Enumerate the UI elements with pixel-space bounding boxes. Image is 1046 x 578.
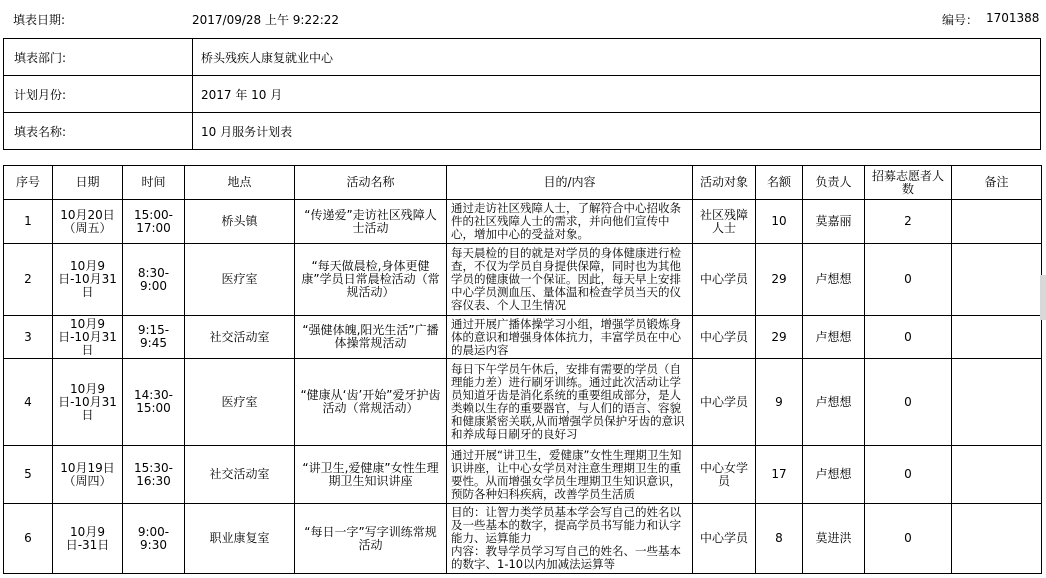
row-activity: “强健体魄,阳光生活”广播体操常规活动 — [295, 316, 447, 359]
row-note — [952, 200, 1042, 244]
department-value: 桥头残疾人康复就业中心 — [193, 39, 1041, 76]
serial-number-value: 1701388 — [986, 11, 1040, 25]
row-note — [952, 316, 1042, 359]
col-header-owner: 负责人 — [803, 166, 865, 200]
info-row — [4, 113, 1041, 150]
row-date: 10月9日-31日 — [53, 504, 123, 574]
row-date: 10月9日-10月31日 — [53, 359, 123, 446]
fill-date-value: 2017/09/28 上午 9:22:22 — [192, 13, 340, 27]
table-row — [4, 244, 1042, 316]
col-header-content: 目的/内容 — [447, 166, 693, 200]
row-quota: 10 — [756, 200, 803, 244]
row-volunteers: 0 — [865, 244, 952, 316]
row-target: 中心女学员 — [693, 446, 756, 504]
row-volunteers: 0 — [865, 504, 952, 574]
col-header-volunteers: 招募志愿者人数 — [865, 166, 952, 200]
row-no: 3 — [4, 316, 53, 359]
row-quota: 8 — [756, 504, 803, 574]
serial-number-label: 编号： — [942, 13, 979, 27]
scrollbar-edge[interactable] — [1040, 275, 1046, 320]
row-content: 通过走访社区残障人士，了解符合中心招收条件的社区残障人士的需求，并向他们宣传中心，增加中心的受益对象。 — [447, 200, 693, 244]
col-header-target: 活动对象 — [693, 166, 756, 200]
row-no: 1 — [4, 200, 53, 244]
table-row — [4, 316, 1042, 359]
row-time: 15:30-16:30 — [123, 446, 185, 504]
row-quota: 29 — [756, 244, 803, 316]
row-volunteers: 0 — [865, 359, 952, 446]
table-row — [4, 359, 1042, 446]
row-volunteers: 0 — [865, 446, 952, 504]
row-activity: “讲卫生,爱健康”女性生理期卫生知识讲座 — [295, 446, 447, 504]
row-target: 社区残障人士 — [693, 200, 756, 244]
row-target: 中心学员 — [693, 504, 756, 574]
row-place: 社交活动室 — [185, 316, 295, 359]
info-row — [4, 39, 1041, 76]
row-activity: “健康从‘齿’开始”爱牙护齿活动（常规活动） — [295, 359, 447, 446]
col-header-no: 序号 — [4, 166, 53, 200]
row-content: 目的：让智力类学员基本学会写自己的姓名以及一些基本的数字，提高学员书写能力和认字能力、运算能力 内容：教导学员学习写自己的姓名、一些基本的数字、1-10以内加减法运算等 — [447, 504, 693, 574]
row-date: 10月9日-10月31日 — [53, 316, 123, 359]
row-place: 职业康复室 — [185, 504, 295, 574]
row-no: 4 — [4, 359, 53, 446]
row-date: 10月9日-10月31日 — [53, 244, 123, 316]
row-date: 10月20日（周五） — [53, 200, 123, 244]
col-header-time: 时间 — [123, 166, 185, 200]
row-activity: “每日一字”写字训练常规活动 — [295, 504, 447, 574]
row-no: 6 — [4, 504, 53, 574]
row-content: 每日下午学员午休后，安排有需要的学员（自理能力差）进行刷牙训练。通过此次活动让学员知道牙齿是消化系统的重要组成部分，是人类赖以生存的重要器官，与人们的语言、容貌和健康紧密关联,从而增强学员保护牙齿的意识和养成每日刷牙的良好习 — [447, 359, 693, 446]
row-time: 9:00-9:30 — [123, 504, 185, 574]
col-header-note: 备注 — [952, 166, 1042, 200]
row-note — [952, 244, 1042, 316]
fill-date-label: 填表日期: — [13, 13, 66, 27]
row-volunteers: 2 — [865, 200, 952, 244]
col-header-activity: 活动名称 — [295, 166, 447, 200]
service-plan-table — [3, 165, 1042, 574]
row-target: 中心学员 — [693, 316, 756, 359]
row-time: 14:30-15:00 — [123, 359, 185, 446]
row-place: 医疗室 — [185, 359, 295, 446]
row-quota: 9 — [756, 359, 803, 446]
row-date: 10月19日（周四） — [53, 446, 123, 504]
row-content: 通过开展广播体操学习小组，增强学员锻炼身体的意识和增强身体体抗力，丰富学员在中心的晨运内容 — [447, 316, 693, 359]
row-note — [952, 359, 1042, 446]
row-quota: 29 — [756, 316, 803, 359]
row-content: 每天晨检的目的就是对学员的身体健康进行检查，不仅为学员自身提供保障，同时也为其他学员的健康做一个保证。因此，每天早上安排中心学员测血压、量体温和检查学员当天的仪容仪表、个人卫生情况 — [447, 244, 693, 316]
row-owner: 莫嘉丽 — [803, 200, 865, 244]
table-row — [4, 446, 1042, 504]
table-row — [4, 504, 1042, 574]
row-no: 2 — [4, 244, 53, 316]
row-place: 医疗室 — [185, 244, 295, 316]
col-header-date: 日期 — [53, 166, 123, 200]
row-note — [952, 446, 1042, 504]
info-table — [3, 38, 1041, 150]
table-header-row — [4, 166, 1042, 200]
row-activity: “传递爱”走访社区残障人士活动 — [295, 200, 447, 244]
row-owner: 莫进洪 — [803, 504, 865, 574]
info-row — [4, 76, 1041, 113]
row-quota: 17 — [756, 446, 803, 504]
row-owner: 卢想想 — [803, 244, 865, 316]
row-time: 9:15-9:45 — [123, 316, 185, 359]
row-place: 桥头镇 — [185, 200, 295, 244]
department-label: 填表部门: — [4, 39, 193, 76]
row-owner: 卢想想 — [803, 359, 865, 446]
col-header-quota: 名额 — [756, 166, 803, 200]
table-row — [4, 200, 1042, 244]
plan-month-label: 计划月份: — [4, 76, 193, 113]
row-note — [952, 504, 1042, 574]
row-volunteers: 0 — [865, 316, 952, 359]
row-target: 中心学员 — [693, 244, 756, 316]
row-owner: 卢想想 — [803, 316, 865, 359]
row-no: 5 — [4, 446, 53, 504]
row-time: 15:00-17:00 — [123, 200, 185, 244]
form-header — [0, 0, 1046, 36]
col-header-place: 地点 — [185, 166, 295, 200]
plan-month-value: 2017 年 10 月 — [193, 76, 1041, 113]
row-content: 通过开展“讲卫生，爱健康”女性生理期卫生知识讲座，让中心女学员对注意生理期卫生的重要性。从而增强女学员生理期卫生知识意识，预防各种妇科疾病，改善学员生活质 — [447, 446, 693, 504]
row-time: 8:30-9:00 — [123, 244, 185, 316]
row-place: 社交活动室 — [185, 446, 295, 504]
plan-rows — [4, 200, 1042, 574]
row-activity: “每天做晨检,身体更健康”学员日常晨检活动（常规活动） — [295, 244, 447, 316]
form-name-value: 10 月服务计划表 — [193, 113, 1041, 150]
row-target: 中心学员 — [693, 359, 756, 446]
row-owner: 卢想想 — [803, 446, 865, 504]
form-name-label: 填表名称: — [4, 113, 193, 150]
